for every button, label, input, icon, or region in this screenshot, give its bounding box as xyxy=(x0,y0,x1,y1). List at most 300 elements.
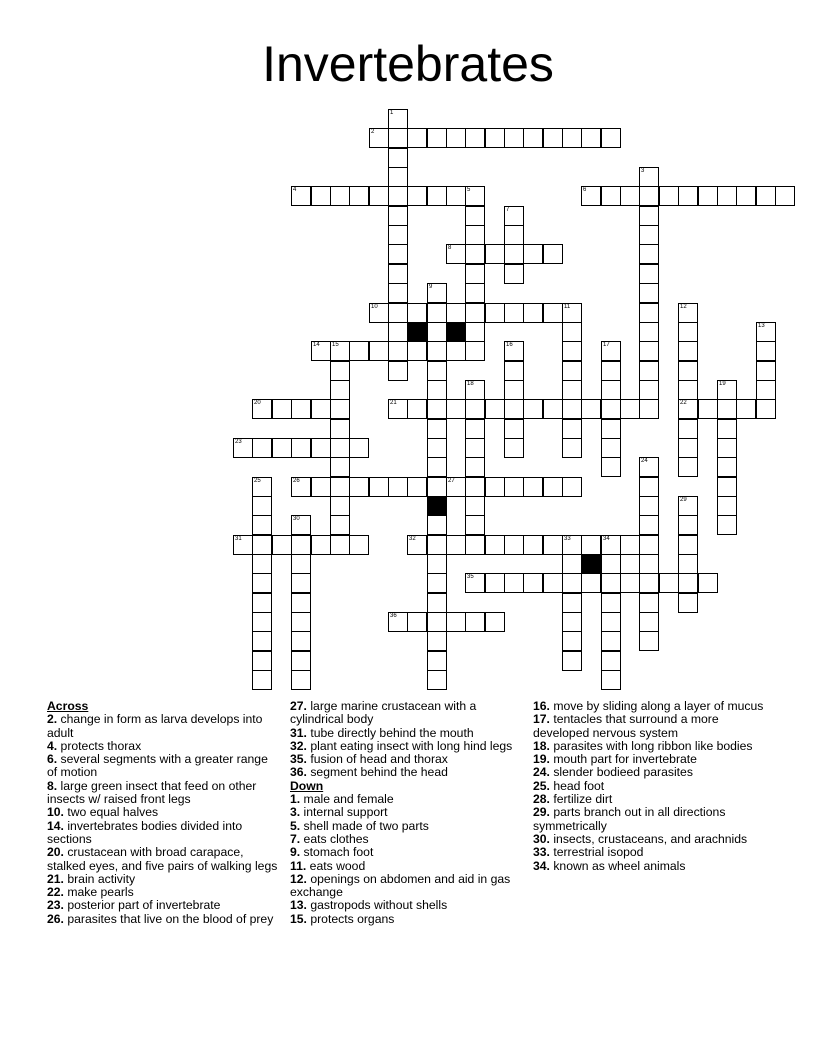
grid-cell[interactable] xyxy=(427,612,447,632)
grid-cell[interactable] xyxy=(639,380,659,400)
grid-cell[interactable] xyxy=(543,477,563,497)
grid-cell[interactable] xyxy=(639,477,659,497)
grid-cell[interactable] xyxy=(562,341,582,361)
grid-cell[interactable] xyxy=(678,515,698,535)
grid-cell[interactable] xyxy=(562,631,582,651)
grid-cell[interactable] xyxy=(601,186,621,206)
grid-cell[interactable] xyxy=(659,186,679,206)
grid-cell[interactable] xyxy=(446,128,466,148)
grid-cell[interactable] xyxy=(562,535,582,555)
grid-cell[interactable] xyxy=(465,573,485,593)
grid-cell[interactable] xyxy=(311,438,331,458)
grid-cell[interactable] xyxy=(291,535,311,555)
clue-number: 31. xyxy=(290,725,307,740)
grid-cell[interactable] xyxy=(581,128,601,148)
clue-text: brain activity xyxy=(63,871,136,886)
grid-cell[interactable] xyxy=(562,651,582,671)
grid-cell[interactable] xyxy=(756,341,776,361)
clue-text: insects, crustaceans, and arachnids xyxy=(549,831,748,846)
grid-cell[interactable] xyxy=(291,186,311,206)
grid-cell[interactable] xyxy=(252,496,272,516)
grid-cell[interactable] xyxy=(427,477,447,497)
grid-cell[interactable] xyxy=(756,380,776,400)
grid-cell[interactable] xyxy=(620,573,640,593)
grid-cell[interactable] xyxy=(562,361,582,381)
clue-text: protects thorax xyxy=(57,738,142,753)
grid-cell[interactable] xyxy=(252,515,272,535)
clue-column-1 xyxy=(47,700,279,926)
clue-number: 35. xyxy=(290,752,307,767)
grid-cell[interactable] xyxy=(485,477,505,497)
grid-cell[interactable] xyxy=(388,399,408,419)
clue-number: 33. xyxy=(533,845,550,860)
grid-cell[interactable] xyxy=(581,535,601,555)
grid-cell[interactable] xyxy=(465,419,485,439)
grid-cell[interactable] xyxy=(311,535,331,555)
grid-cell[interactable] xyxy=(369,303,389,323)
grid-cell[interactable] xyxy=(291,593,311,613)
grid-cell[interactable] xyxy=(427,186,447,206)
grid-cell[interactable] xyxy=(601,670,621,690)
grid-cell[interactable] xyxy=(388,167,408,187)
grid-cell[interactable] xyxy=(485,128,505,148)
grid-cell[interactable] xyxy=(543,573,563,593)
grid-cell[interactable] xyxy=(252,477,272,497)
grid-cell[interactable] xyxy=(330,186,350,206)
grid-cell[interactable] xyxy=(252,593,272,613)
grid-cell[interactable] xyxy=(388,128,408,148)
grid-cell[interactable] xyxy=(330,496,350,516)
grid-cell[interactable] xyxy=(311,399,331,419)
grid-cell[interactable] xyxy=(291,438,311,458)
grid-cell[interactable] xyxy=(543,244,563,264)
grid-cell[interactable] xyxy=(601,399,621,419)
grid-cell[interactable] xyxy=(639,457,659,477)
clue-number: 15. xyxy=(290,911,307,926)
grid-cell[interactable] xyxy=(446,399,466,419)
grid-cell[interactable] xyxy=(698,573,718,593)
grid-cell[interactable] xyxy=(330,341,350,361)
grid-cell[interactable] xyxy=(446,341,466,361)
grid-cell[interactable] xyxy=(601,419,621,439)
grid-cell[interactable] xyxy=(678,322,698,342)
grid-cell[interactable] xyxy=(427,631,447,651)
grid-cell[interactable] xyxy=(678,303,698,323)
grid-cell[interactable] xyxy=(252,631,272,651)
grid-cell[interactable] xyxy=(291,631,311,651)
grid-cell[interactable] xyxy=(639,303,659,323)
grid-cell[interactable] xyxy=(465,128,485,148)
grid-cell[interactable] xyxy=(427,399,447,419)
grid-cell[interactable] xyxy=(291,554,311,574)
grid-cell[interactable] xyxy=(678,419,698,439)
grid-cell[interactable] xyxy=(407,399,427,419)
grid-cell[interactable] xyxy=(407,612,427,632)
grid-cell[interactable] xyxy=(446,244,466,264)
grid-cell[interactable] xyxy=(291,612,311,632)
grid-cell[interactable] xyxy=(427,341,447,361)
grid-cell[interactable] xyxy=(736,399,756,419)
grid-cell[interactable] xyxy=(639,515,659,535)
grid-cell[interactable] xyxy=(330,380,350,400)
grid-cell[interactable] xyxy=(601,380,621,400)
grid-cell[interactable] xyxy=(543,399,563,419)
grid-cell[interactable] xyxy=(330,399,350,419)
grid-cell[interactable] xyxy=(523,535,543,555)
grid-cell[interactable] xyxy=(330,361,350,381)
grid-cell[interactable] xyxy=(504,264,524,284)
grid-cell[interactable] xyxy=(233,438,253,458)
grid-cell[interactable] xyxy=(349,438,369,458)
grid-cell[interactable] xyxy=(465,244,485,264)
grid-cell[interactable] xyxy=(601,361,621,381)
grid-cell[interactable] xyxy=(291,399,311,419)
grid-cell[interactable] xyxy=(330,438,350,458)
grid-cell[interactable] xyxy=(369,186,389,206)
grid-cell[interactable] xyxy=(678,535,698,555)
grid-cell[interactable] xyxy=(717,496,737,516)
grid-cell[interactable] xyxy=(678,593,698,613)
grid-cell[interactable] xyxy=(465,399,485,419)
grid-cell[interactable] xyxy=(562,380,582,400)
grid-cell[interactable] xyxy=(330,535,350,555)
grid-cell[interactable] xyxy=(639,283,659,303)
grid-cell[interactable] xyxy=(233,535,253,555)
grid-cell[interactable] xyxy=(562,573,582,593)
grid-cell[interactable] xyxy=(504,477,524,497)
grid-cell[interactable] xyxy=(601,128,621,148)
grid-cell[interactable] xyxy=(446,303,466,323)
clue-number: 23. xyxy=(47,898,64,913)
grid-cell[interactable] xyxy=(291,573,311,593)
grid-cell[interactable] xyxy=(504,225,524,245)
grid-cell[interactable] xyxy=(562,128,582,148)
grid-cell[interactable] xyxy=(291,515,311,535)
grid-cell[interactable] xyxy=(349,535,369,555)
grid-cell[interactable] xyxy=(388,225,408,245)
grid-cell[interactable] xyxy=(639,186,659,206)
grid-cell[interactable] xyxy=(698,399,718,419)
cell-number: 11 xyxy=(564,304,571,310)
grid-cell[interactable] xyxy=(523,128,543,148)
grid-cell[interactable] xyxy=(311,186,331,206)
grid-cell[interactable] xyxy=(659,573,679,593)
grid-cell[interactable] xyxy=(562,554,582,574)
grid-cell[interactable] xyxy=(678,361,698,381)
grid-cell[interactable] xyxy=(756,186,776,206)
grid-cell[interactable] xyxy=(698,186,718,206)
grid-cell[interactable] xyxy=(639,612,659,632)
grid-cell[interactable] xyxy=(427,554,447,574)
grid-cell[interactable] xyxy=(717,380,737,400)
grid-cell[interactable] xyxy=(388,612,408,632)
grid-cell[interactable] xyxy=(388,148,408,168)
grid-cell[interactable] xyxy=(678,341,698,361)
grid-cell[interactable] xyxy=(407,186,427,206)
grid-cell[interactable] xyxy=(446,535,466,555)
grid-cell[interactable] xyxy=(504,341,524,361)
grid-cell[interactable] xyxy=(601,612,621,632)
grid-cell[interactable] xyxy=(252,651,272,671)
grid-cell[interactable] xyxy=(639,225,659,245)
grid-cell[interactable] xyxy=(252,573,272,593)
grid-cell[interactable] xyxy=(775,186,795,206)
grid-cell[interactable] xyxy=(562,612,582,632)
grid-cell[interactable] xyxy=(349,341,369,361)
grid-cell[interactable] xyxy=(349,186,369,206)
grid-cell[interactable] xyxy=(427,535,447,555)
grid-cell[interactable] xyxy=(504,303,524,323)
grid-cell[interactable] xyxy=(407,535,427,555)
grid-cell[interactable] xyxy=(620,186,640,206)
grid-cell[interactable] xyxy=(330,457,350,477)
grid-cell[interactable] xyxy=(465,380,485,400)
grid-cell[interactable] xyxy=(330,477,350,497)
grid-cell[interactable] xyxy=(465,264,485,284)
grid-cell[interactable] xyxy=(639,554,659,574)
grid-cell[interactable] xyxy=(736,186,756,206)
grid-cell[interactable] xyxy=(465,225,485,245)
grid-cell[interactable] xyxy=(678,554,698,574)
grid-cell[interactable] xyxy=(485,573,505,593)
grid-cell[interactable] xyxy=(291,651,311,671)
grid-cell[interactable] xyxy=(407,128,427,148)
grid-cell[interactable] xyxy=(252,612,272,632)
clue-number: 30. xyxy=(533,831,550,846)
grid-cell[interactable] xyxy=(504,399,524,419)
grid-cell[interactable] xyxy=(504,380,524,400)
cell-number: 8 xyxy=(448,245,452,251)
grid-cell[interactable] xyxy=(639,322,659,342)
clue-text: internal support xyxy=(300,805,388,820)
grid-cell[interactable] xyxy=(639,361,659,381)
grid-cell[interactable] xyxy=(639,244,659,264)
grid-cell[interactable] xyxy=(562,322,582,342)
grid-cell[interactable] xyxy=(581,399,601,419)
grid-cell[interactable] xyxy=(369,128,389,148)
grid-cell[interactable] xyxy=(465,457,485,477)
clue-number: 22. xyxy=(47,885,64,900)
grid-cell[interactable] xyxy=(562,303,582,323)
grid-cell[interactable] xyxy=(311,477,331,497)
grid-cell[interactable] xyxy=(388,341,408,361)
grid-cell[interactable] xyxy=(504,535,524,555)
clue-item xyxy=(290,806,522,819)
grid-cell[interactable] xyxy=(427,457,447,477)
grid-cell[interactable] xyxy=(465,186,485,206)
grid-cell[interactable] xyxy=(639,535,659,555)
grid-cell[interactable] xyxy=(388,206,408,226)
grid-cell[interactable] xyxy=(252,554,272,574)
grid-cell[interactable] xyxy=(465,206,485,226)
grid-cell[interactable] xyxy=(272,438,292,458)
grid-cell[interactable] xyxy=(678,457,698,477)
grid-cell[interactable] xyxy=(601,651,621,671)
grid-cell[interactable] xyxy=(485,535,505,555)
grid-cell[interactable] xyxy=(639,341,659,361)
grid-cell[interactable] xyxy=(465,515,485,535)
grid-cell[interactable] xyxy=(504,573,524,593)
grid-cell[interactable] xyxy=(446,186,466,206)
grid-cell[interactable] xyxy=(272,399,292,419)
grid-cell[interactable] xyxy=(639,496,659,516)
grid-cell[interactable] xyxy=(639,631,659,651)
grid-cell[interactable] xyxy=(388,361,408,381)
grid-cell[interactable] xyxy=(601,341,621,361)
grid-cell[interactable] xyxy=(717,399,737,419)
grid-cell[interactable] xyxy=(678,186,698,206)
grid-cell[interactable] xyxy=(601,593,621,613)
cell-number: 24 xyxy=(641,458,648,464)
grid-cell[interactable] xyxy=(252,535,272,555)
grid-cell[interactable] xyxy=(717,515,737,535)
grid-cell[interactable] xyxy=(388,264,408,284)
grid-cell[interactable] xyxy=(465,438,485,458)
grid-cell[interactable] xyxy=(523,244,543,264)
grid-cell[interactable] xyxy=(620,399,640,419)
grid-cell[interactable] xyxy=(465,283,485,303)
grid-cell[interactable] xyxy=(601,535,621,555)
grid-cell[interactable] xyxy=(252,438,272,458)
grid-cell[interactable] xyxy=(465,477,485,497)
clue-number: 9. xyxy=(290,845,301,860)
grid-cell[interactable] xyxy=(678,438,698,458)
grid-cell[interactable] xyxy=(543,303,563,323)
grid-cell[interactable] xyxy=(504,206,524,226)
grid-cell[interactable] xyxy=(562,593,582,613)
grid-cell[interactable] xyxy=(717,419,737,439)
grid-cell[interactable] xyxy=(601,554,621,574)
grid-cell[interactable] xyxy=(504,438,524,458)
grid-cell[interactable] xyxy=(427,651,447,671)
grid-cell[interactable] xyxy=(601,457,621,477)
grid-cell[interactable] xyxy=(427,380,447,400)
cell-number: 10 xyxy=(371,304,378,310)
grid-cell[interactable] xyxy=(427,515,447,535)
grid-cell[interactable] xyxy=(465,496,485,516)
grid-cell[interactable] xyxy=(388,322,408,342)
grid-cell[interactable] xyxy=(465,322,485,342)
grid-cell[interactable] xyxy=(388,244,408,264)
clue-text: openings on abdomen and aid in gas exchange xyxy=(290,871,511,900)
grid-cell[interactable] xyxy=(407,303,427,323)
grid-cell[interactable] xyxy=(523,303,543,323)
grid-cell[interactable] xyxy=(504,244,524,264)
grid-cell[interactable] xyxy=(485,303,505,323)
grid-cell[interactable] xyxy=(756,322,776,342)
grid-cell[interactable] xyxy=(427,593,447,613)
grid-cell[interactable] xyxy=(639,264,659,284)
grid-cell[interactable] xyxy=(465,303,485,323)
grid-cell[interactable] xyxy=(601,573,621,593)
grid-cell[interactable] xyxy=(639,593,659,613)
grid-cell[interactable] xyxy=(639,573,659,593)
grid-cell[interactable] xyxy=(427,438,447,458)
grid-cell[interactable] xyxy=(678,573,698,593)
clue-text: tube directly behind the mouth xyxy=(306,725,474,740)
grid-cell[interactable] xyxy=(756,361,776,381)
grid-cell[interactable] xyxy=(678,380,698,400)
grid-cell[interactable] xyxy=(388,477,408,497)
grid-cell[interactable] xyxy=(388,303,408,323)
grid-cell[interactable] xyxy=(756,399,776,419)
grid-cell[interactable] xyxy=(485,244,505,264)
grid-cell[interactable] xyxy=(427,670,447,690)
grid-cell[interactable] xyxy=(639,399,659,419)
grid-cell[interactable] xyxy=(388,283,408,303)
grid-cell[interactable] xyxy=(543,128,563,148)
grid-cell[interactable] xyxy=(330,419,350,439)
grid-cell[interactable] xyxy=(562,477,582,497)
grid-cell[interactable] xyxy=(717,438,737,458)
grid-cell[interactable] xyxy=(639,206,659,226)
grid-cell[interactable] xyxy=(717,477,737,497)
grid-cell[interactable] xyxy=(407,477,427,497)
grid-cell[interactable] xyxy=(523,573,543,593)
grid-cell[interactable] xyxy=(717,457,737,477)
grid-cell[interactable] xyxy=(388,109,408,129)
grid-cell[interactable] xyxy=(427,419,447,439)
grid-cell[interactable] xyxy=(369,477,389,497)
grid-cell[interactable] xyxy=(427,361,447,381)
grid-cell[interactable] xyxy=(678,496,698,516)
grid-cell[interactable] xyxy=(523,477,543,497)
grid-cell[interactable] xyxy=(678,399,698,419)
grid-cell[interactable] xyxy=(601,631,621,651)
grid-cell[interactable] xyxy=(446,612,466,632)
grid-cell[interactable] xyxy=(562,399,582,419)
grid-cell[interactable] xyxy=(349,477,369,497)
grid-cell[interactable] xyxy=(252,399,272,419)
grid-cell[interactable] xyxy=(601,438,621,458)
grid-cell[interactable] xyxy=(485,399,505,419)
grid-cell[interactable] xyxy=(504,128,524,148)
grid-cell[interactable] xyxy=(717,186,737,206)
grid-cell[interactable] xyxy=(543,535,563,555)
grid-cell[interactable] xyxy=(427,283,447,303)
grid-cell[interactable] xyxy=(562,419,582,439)
grid-cell[interactable] xyxy=(291,477,311,497)
grid-cell[interactable] xyxy=(581,573,601,593)
grid-cell[interactable] xyxy=(311,341,331,361)
clue-number: 10. xyxy=(47,805,64,820)
grid-cell[interactable] xyxy=(504,419,524,439)
grid-cell[interactable] xyxy=(446,477,466,497)
grid-cell[interactable] xyxy=(523,399,543,419)
grid-cell[interactable] xyxy=(639,167,659,187)
grid-cell[interactable] xyxy=(388,186,408,206)
grid-cell[interactable] xyxy=(562,438,582,458)
grid-cell[interactable] xyxy=(620,535,640,555)
grid-cell[interactable] xyxy=(465,535,485,555)
grid-cell[interactable] xyxy=(407,341,427,361)
grid-cell[interactable] xyxy=(330,515,350,535)
grid-cell[interactable] xyxy=(581,186,601,206)
grid-cell[interactable] xyxy=(291,670,311,690)
grid-cell[interactable] xyxy=(272,535,292,555)
grid-cell[interactable] xyxy=(465,612,485,632)
grid-cell[interactable] xyxy=(485,612,505,632)
grid-cell[interactable] xyxy=(369,341,389,361)
grid-cell[interactable] xyxy=(427,322,447,342)
grid-cell[interactable] xyxy=(427,573,447,593)
grid-cell[interactable] xyxy=(504,361,524,381)
grid-cell[interactable] xyxy=(465,341,485,361)
grid-cell[interactable] xyxy=(252,670,272,690)
grid-cell[interactable] xyxy=(427,128,447,148)
clue-text: parts branch out in all directions symmetrically xyxy=(533,805,726,833)
grid-cell[interactable] xyxy=(427,303,447,323)
